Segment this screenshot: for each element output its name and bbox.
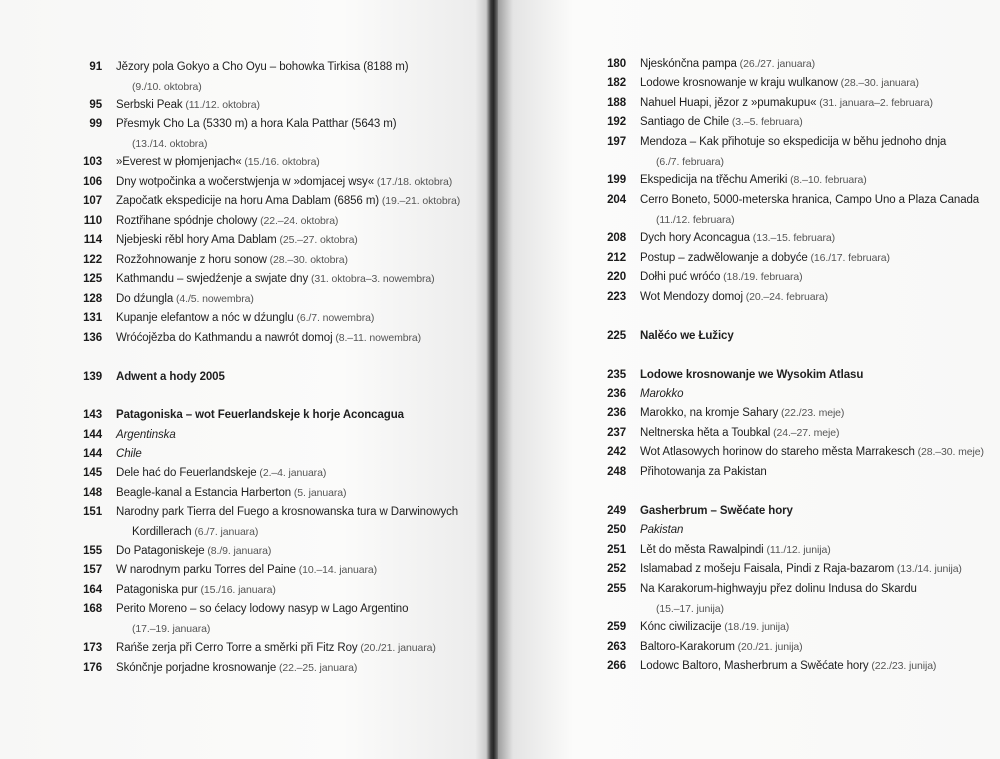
- entry-date: (8./9. januara): [204, 545, 272, 557]
- page-number: 236: [607, 407, 626, 419]
- entry-date: (15./16. oktobra): [241, 156, 320, 168]
- entry-title: Chile: [116, 448, 142, 460]
- entry-date: (4./5. nowembra): [173, 293, 254, 305]
- entry-text: [116, 329, 421, 349]
- entry-text: [116, 231, 358, 251]
- page-number: 157: [83, 564, 102, 576]
- entry-text: [640, 229, 835, 249]
- entry-date: (6./7. januara): [191, 525, 259, 538]
- entry-text: [640, 133, 946, 172]
- entry-text: [116, 96, 260, 116]
- entry-title: Neltnerska hěta a Toubkal: [640, 427, 771, 439]
- entry-text: [640, 171, 867, 191]
- entry-title: Dny wotpočinka a wočerstwjenja w »domjacej wsy«: [116, 176, 374, 188]
- entry-date: (6./7. februara): [656, 155, 724, 168]
- page-number: 164: [83, 584, 102, 596]
- entry-text: [116, 115, 397, 154]
- toc-entry: [590, 521, 683, 541]
- page-number: 103: [83, 156, 102, 168]
- entry-date: (6./7. nowembra): [293, 312, 375, 324]
- entry-text: [640, 541, 831, 561]
- page-number: 208: [607, 232, 626, 244]
- entry-date: (13./14. junija): [894, 563, 962, 575]
- entry-date: (22.–24. oktobra): [257, 215, 339, 227]
- entry-title: Nahuel Huapi, jězor z »pumakupu«: [640, 97, 817, 109]
- entry-text: [116, 445, 142, 465]
- entry-date: (20./21. junija): [734, 641, 803, 653]
- entry-date: (17./18. oktobra): [374, 176, 453, 188]
- page-number: 220: [607, 271, 626, 283]
- entry-title: Lodowe krosnowanje w kraju wulkanow: [640, 77, 838, 89]
- entry-text: [640, 249, 890, 269]
- entry-date: (20.–24. februara): [742, 291, 828, 303]
- toc-entry: [66, 484, 346, 504]
- entry-text: [640, 327, 734, 347]
- entry-date: (13./14. oktobra): [132, 137, 208, 150]
- entry-text: [116, 153, 320, 173]
- page-number: 259: [607, 621, 626, 633]
- page-number: 223: [607, 291, 626, 303]
- page-number: 144: [83, 448, 102, 460]
- entry-continuation: [116, 523, 458, 543]
- page-number: 144: [83, 429, 102, 441]
- toc-entry: [590, 618, 789, 638]
- entry-title: Rańše zerja při Cerro Torre a směrki při Fitz Roy: [116, 642, 358, 654]
- page-number: 107: [83, 195, 102, 207]
- toc-entry: [590, 55, 815, 75]
- toc-entry: [66, 600, 408, 639]
- toc-entry: [590, 424, 839, 444]
- entry-title: Kónc ciwilizacije: [640, 621, 722, 633]
- page-number: 192: [607, 116, 626, 128]
- entry-date: (26./27. januara): [736, 58, 816, 70]
- entry-date: (8.–10. februara): [787, 174, 867, 186]
- page-number: 168: [83, 603, 102, 615]
- page-number: 250: [607, 524, 626, 536]
- entry-date: (25.–27. oktobra): [276, 234, 358, 246]
- entry-title: Gasherbrum – Swěćate hory: [640, 505, 793, 517]
- page-number: 199: [607, 174, 626, 186]
- left-page: [0, 0, 490, 759]
- entry-date: (16./17. februara): [807, 252, 890, 264]
- entry-text: [116, 659, 357, 679]
- page-number: 188: [607, 97, 626, 109]
- entry-date: (9./10. oktobra): [132, 80, 202, 93]
- toc-entry: [590, 580, 917, 619]
- entry-title: Santiago de Chile: [640, 116, 730, 128]
- entry-text: [116, 581, 276, 601]
- right-page: [498, 0, 1000, 759]
- entry-date: (17.–19. januara): [132, 622, 211, 635]
- entry-continuation: [116, 620, 408, 640]
- toc-entry: [590, 404, 844, 424]
- entry-text: [116, 464, 326, 484]
- entry-title: Kupanje elefantow a nóc w dźunglu: [116, 312, 294, 324]
- entry-continuation: [116, 78, 408, 98]
- entry-title: Dych hory Aconcagua: [640, 232, 750, 244]
- entry-date: (31. oktobra–3. nowembra): [308, 273, 435, 285]
- entry-title: Cerro Boneto, 5000-meterska hranica, Campo Uno a Plaza Canada: [640, 194, 980, 206]
- entry-date: (22.–25. januara): [276, 662, 358, 674]
- page-number: 236: [607, 388, 626, 400]
- toc-entry: [590, 171, 867, 191]
- page-number: 106: [83, 176, 102, 188]
- page-number: 249: [607, 505, 626, 517]
- toc-entry: [66, 406, 404, 426]
- entry-title: Lodowe krosnowanje we Wysokim Atlasu: [640, 369, 864, 381]
- toc-entry: [66, 115, 397, 154]
- toc-entry: [66, 231, 358, 251]
- page-number: 180: [607, 58, 626, 70]
- toc-entry: [590, 502, 793, 522]
- entry-text: [640, 74, 919, 94]
- entry-title: Dele hać do Feuerlandskeje: [116, 467, 257, 479]
- page-number: 95: [89, 99, 102, 111]
- entry-title: Argentinska: [116, 429, 176, 441]
- toc-entry: [590, 443, 984, 463]
- entry-title: Postup – zadwělowanje a dobyće: [640, 252, 808, 264]
- entry-date: (22./23. junija): [868, 660, 937, 672]
- toc-entry: [590, 133, 946, 172]
- entry-title: Pakistan: [640, 524, 684, 536]
- entry-date: (28.–30. januara): [837, 77, 919, 89]
- page-number: 151: [83, 506, 102, 518]
- entry-text: [640, 502, 793, 522]
- page-number: 225: [607, 330, 626, 342]
- entry-title: »Everest w płomjenjach«: [116, 156, 242, 168]
- entry-continuation: [640, 600, 917, 620]
- page-number: 131: [83, 312, 102, 324]
- toc-entry: [590, 191, 979, 230]
- entry-text: [116, 600, 408, 639]
- entry-title: Do Patagoniskeje: [116, 545, 205, 557]
- toc-entry: [66, 251, 348, 271]
- toc-entry: [590, 560, 962, 580]
- toc-entry: [590, 327, 734, 347]
- toc-entry: [66, 173, 452, 193]
- page-number: 155: [83, 545, 102, 557]
- page-number: 263: [607, 641, 626, 653]
- entry-text: [640, 94, 933, 114]
- entry-text: [640, 385, 683, 405]
- entry-title: Narodny park Tierra del Fuego a krosnowanska tura w Darwinowych: [116, 506, 459, 518]
- page-number: 91: [89, 61, 102, 73]
- entry-text: [116, 542, 271, 562]
- toc-entry: [590, 94, 933, 114]
- entry-title: Wot Mendozy domoj: [640, 291, 743, 303]
- entry-title: Roztřihane spódnje cholowy: [116, 215, 258, 227]
- page-number: 235: [607, 369, 626, 381]
- entry-title: Patagoniska – wot Feuerlandskeje k horje Aconcagua: [116, 409, 404, 421]
- entry-title: Nalěćo we Łužicy: [640, 330, 734, 342]
- entry-continuation: [640, 153, 946, 173]
- entry-title: Dołhi puć wróćo: [640, 271, 721, 283]
- entry-text: [116, 368, 225, 388]
- entry-date: (3.–5. februara): [729, 116, 803, 128]
- page-number: 148: [83, 487, 102, 499]
- page-number: 251: [607, 544, 626, 556]
- toc-entry: [590, 463, 767, 483]
- toc-entry: [590, 288, 828, 308]
- entry-title: W narodnym parku Torres del Paine: [116, 564, 296, 576]
- entry-text: [640, 618, 789, 638]
- toc-entry: [66, 368, 225, 388]
- entry-text: [116, 484, 346, 504]
- page-number: 136: [83, 332, 102, 344]
- toc-entry: [66, 503, 458, 542]
- entry-date: (2.–4. januara): [256, 467, 327, 479]
- entry-date: (11./12. junija): [763, 544, 831, 556]
- entry-text: [116, 406, 404, 426]
- entry-date: (13.–15. februara): [749, 232, 836, 244]
- page-number: 237: [607, 427, 626, 439]
- entry-title: Beagle-kanal a Estancia Harberton: [116, 487, 292, 499]
- entry-text: [640, 657, 936, 677]
- toc-entry: [590, 74, 919, 94]
- entry-date: (28.–30. meje): [914, 446, 984, 458]
- entry-title: Do dźungla: [116, 293, 174, 305]
- toc-entry: [590, 385, 683, 405]
- entry-date: (31. januara–2. februara): [816, 97, 933, 109]
- entry-title: Mendoza – Kak přihotuje so ekspedicija w běhu jednoho dnja: [640, 136, 947, 148]
- entry-date: (5. januara): [291, 487, 347, 499]
- entry-text: [640, 443, 984, 463]
- page-number: 173: [83, 642, 102, 654]
- entry-text: [640, 580, 917, 619]
- page-number: 266: [607, 660, 626, 672]
- entry-title: Kathmandu – swjedźenje a swjate dny: [116, 273, 309, 285]
- entry-date: (24.–27. meje): [770, 427, 840, 439]
- entry-continuation: [640, 211, 979, 231]
- page-number: 204: [607, 194, 626, 206]
- toc-entry: [66, 445, 142, 465]
- entry-text: [640, 55, 815, 75]
- entry-text: [116, 173, 452, 193]
- toc-entry: [66, 329, 421, 349]
- entry-text: [640, 113, 803, 133]
- entry-title: Njeskónčna pampa: [640, 58, 737, 70]
- page-number: 176: [83, 662, 102, 674]
- entry-date: (19.–21. oktobra): [379, 195, 461, 207]
- toc-entry: [590, 638, 803, 658]
- page-number: 125: [83, 273, 102, 285]
- entry-date: (18./19. junija): [721, 621, 790, 633]
- entry-text: [116, 503, 458, 542]
- entry-title: Lět do města Rawalpindi: [640, 544, 764, 556]
- entry-title: Marokko, na kromje Sahary: [640, 407, 779, 419]
- page-number: 143: [83, 409, 102, 421]
- toc-entry: [66, 581, 276, 601]
- page-number: 182: [607, 77, 626, 89]
- entry-continuation: [116, 135, 397, 155]
- entry-date: (8.–11. nowembra): [332, 332, 421, 344]
- entry-title: Patagoniska pur: [116, 584, 198, 596]
- entry-date: (18./19. februara): [720, 271, 803, 283]
- entry-text: [640, 521, 683, 541]
- toc-entry: [66, 561, 377, 581]
- toc-entry: [590, 366, 863, 386]
- entry-title: Na Karakorum-highwayju přez dolinu Indusa do Skardu: [640, 583, 917, 595]
- entry-text: [640, 366, 863, 386]
- entry-date: (15./16. januara): [197, 584, 276, 596]
- entry-title: Ekspedicija na třěchu Ameriki: [640, 174, 788, 186]
- toc-entry: [66, 290, 254, 310]
- entry-text: [116, 426, 176, 446]
- entry-title: Přesmyk Cho La (5330 m) a hora Kala Patthar (5643 m): [116, 118, 397, 130]
- entry-text: [116, 290, 254, 310]
- entry-title: Islamabad z mošeju Faisala, Pindi z Raja-bazarom: [640, 563, 895, 575]
- entry-date: (15.–17. junija): [656, 602, 724, 615]
- toc-entry: [66, 96, 260, 116]
- page-number: 110: [83, 215, 102, 227]
- entry-text: [116, 270, 435, 290]
- toc-entry: [590, 268, 802, 288]
- entry-text: [116, 639, 436, 659]
- toc-entry: [66, 426, 176, 446]
- entry-text: [116, 251, 348, 271]
- page-number: 128: [83, 293, 102, 305]
- entry-text: [116, 58, 408, 97]
- page-number: 145: [83, 467, 102, 479]
- toc-entry: [590, 541, 831, 561]
- entry-title: Skónčnje porjadne krosnowanje: [116, 662, 277, 674]
- entry-title: Serbski Peak: [116, 99, 183, 111]
- entry-title: Rozžohnowanje z horu sonow: [116, 254, 267, 266]
- entry-date: (11./12. februara): [656, 213, 735, 226]
- entry-text: [640, 191, 979, 230]
- page-number: 255: [607, 583, 626, 595]
- toc-entry: [66, 58, 408, 97]
- toc-entry: [590, 229, 835, 249]
- toc-entry: [590, 657, 936, 677]
- entry-title-continued: Kordillerach: [132, 525, 192, 538]
- toc-entry: [66, 212, 338, 232]
- toc-entry: [66, 192, 460, 212]
- toc-entry: [590, 249, 890, 269]
- toc-entry: [66, 270, 435, 290]
- entry-text: [116, 561, 377, 581]
- entry-text: [640, 268, 802, 288]
- page-number: 248: [607, 466, 626, 478]
- entry-title: Njebjeski rěbl hory Ama Dablam: [116, 234, 277, 246]
- toc-entry: [66, 639, 436, 659]
- page-number: 139: [83, 371, 102, 383]
- toc-entry: [590, 113, 803, 133]
- entry-text: [640, 424, 839, 444]
- entry-title: Lodowc Baltoro, Masherbrum a Swěćate hory: [640, 660, 869, 672]
- page-number: 114: [83, 234, 102, 246]
- page-number: 242: [607, 446, 626, 458]
- entry-text: [116, 192, 460, 212]
- entry-title: Adwent a hody 2005: [116, 371, 225, 383]
- entry-title: Marokko: [640, 388, 684, 400]
- entry-title: Započatk ekspedicije na horu Ama Dablam (6856 m): [116, 195, 380, 207]
- page-number: 99: [89, 118, 102, 130]
- toc-entry: [66, 542, 271, 562]
- entry-text: [116, 309, 374, 329]
- entry-text: [116, 212, 338, 232]
- entry-title: Wróćojězba do Kathmandu a nawrót domoj: [116, 332, 333, 344]
- toc-entry: [66, 464, 326, 484]
- toc-entry: [66, 153, 320, 173]
- entry-date: (20./21. januara): [357, 642, 436, 654]
- entry-text: [640, 638, 803, 658]
- entry-title: Perito Moreno – so ćelacy lodowy nasyp w Lago Argentino: [116, 603, 409, 615]
- toc-entry: [66, 309, 374, 329]
- entry-date: (28.–30. oktobra): [266, 254, 348, 266]
- entry-title: Jězory pola Gokyo a Cho Oyu – bohowka Tirkisa (8188 m): [116, 61, 409, 73]
- page-number: 212: [607, 252, 626, 264]
- entry-text: [640, 288, 828, 308]
- entry-title: Baltoro-Karakorum: [640, 641, 735, 653]
- entry-title: Přihotowanja za Pakistan: [640, 466, 767, 478]
- toc-entry: [66, 659, 357, 679]
- entry-text: [640, 463, 767, 483]
- page-number: 197: [607, 136, 626, 148]
- entry-title: Wot Atlasowych horinow do stareho města Marrakesch: [640, 446, 915, 458]
- entry-text: [640, 560, 962, 580]
- entry-date: (10.–14. januara): [295, 564, 378, 576]
- entry-text: [640, 404, 844, 424]
- entry-date: (22./23. meje): [778, 407, 845, 419]
- page-number: 122: [83, 254, 102, 266]
- page-number: 252: [607, 563, 626, 575]
- entry-date: (11./12. oktobra): [182, 99, 260, 111]
